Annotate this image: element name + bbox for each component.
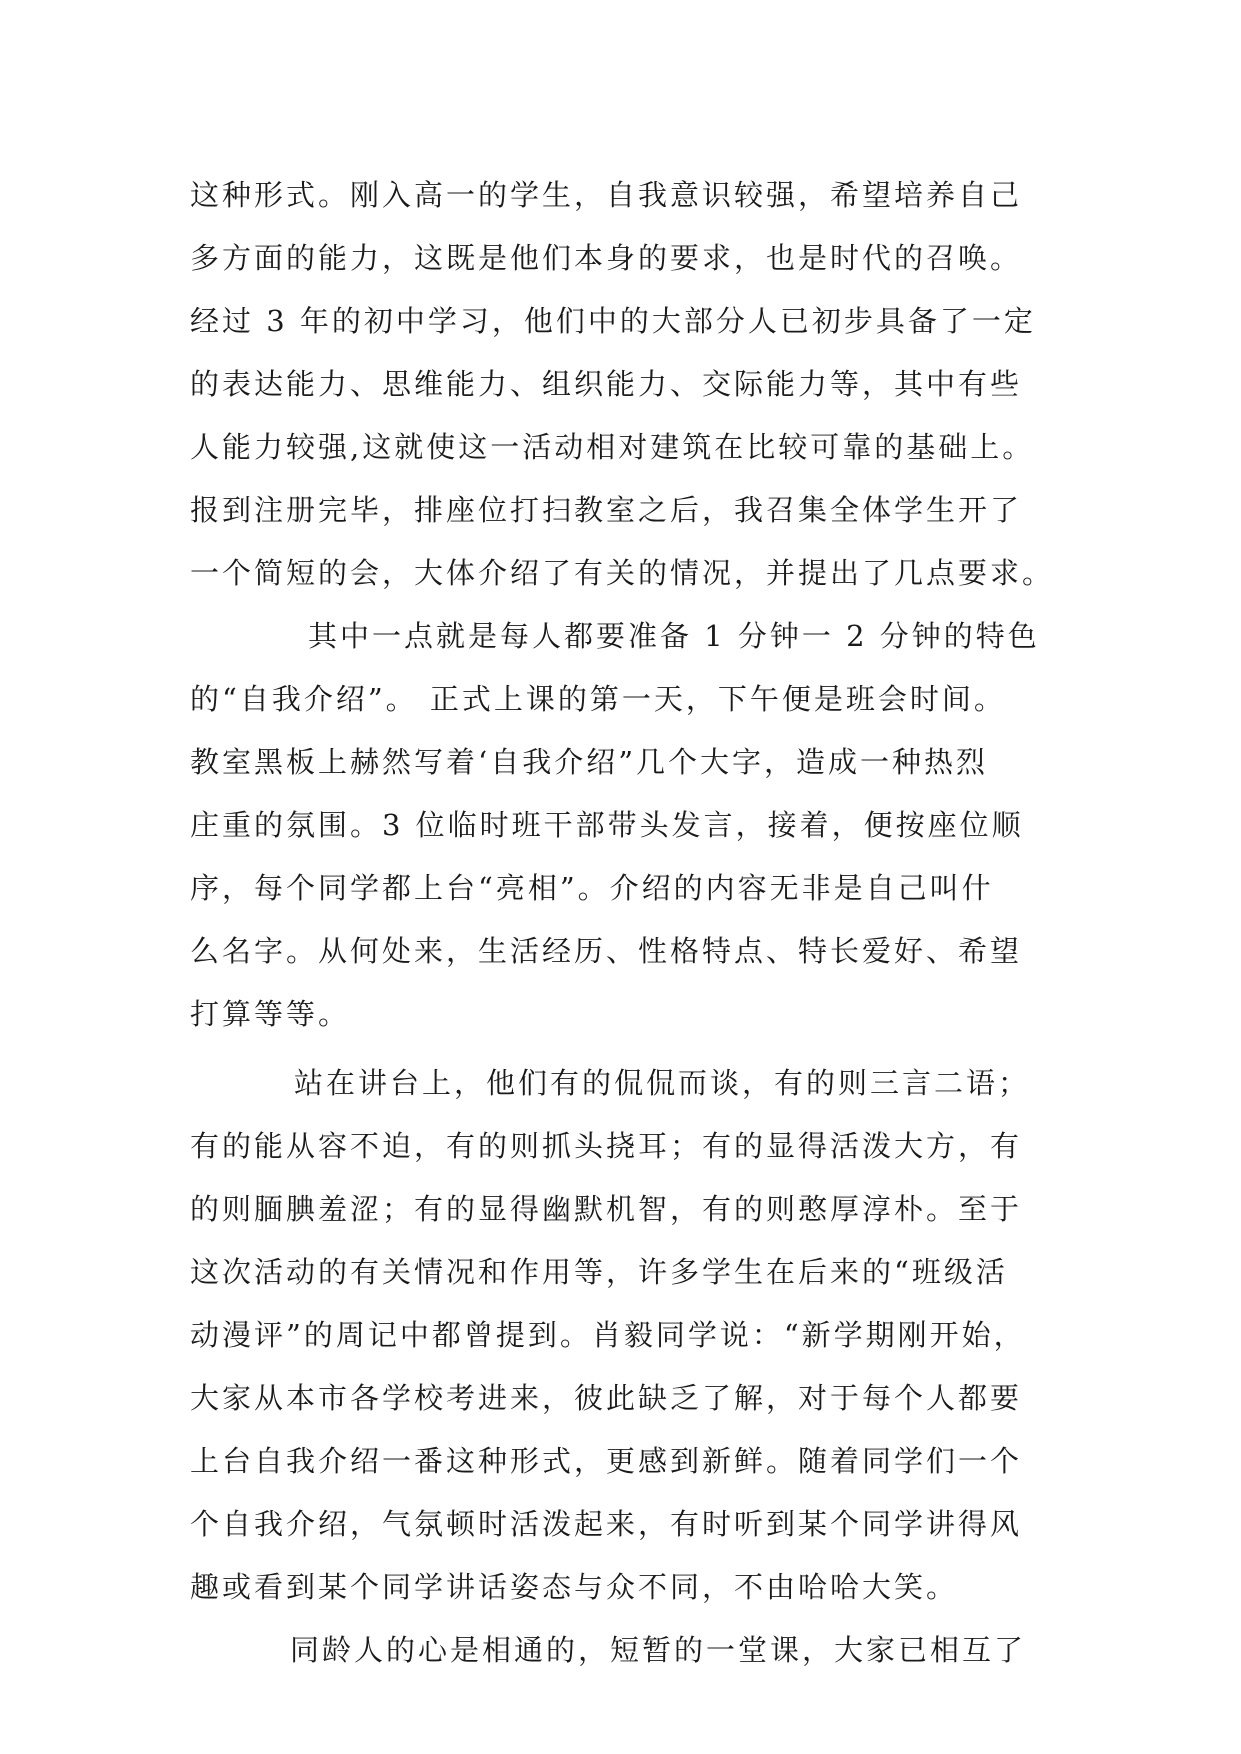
text-line: 的则腼腆羞涩；有的显得幽默机智，有的则憨厚淳朴。至于 [190, 1192, 1023, 1226]
text-line: 这次活动的有关情况和作用等，许多学生在后来的“班级活 [190, 1255, 1008, 1289]
paragraph-first-line: 其中一点就是每人都要准备 1 分钟一 2 分钟的特色 [308, 619, 1040, 653]
text-line: 大家从本市各学校考进来，彼此缺乏了解，对于每个人都要 [190, 1381, 1023, 1415]
text-line: 序，每个同学都上台“亮相”。介绍的内容无非是自己叫什 [190, 871, 994, 905]
paragraph-first-line: 同龄人的心是相通的，短暂的一堂课，大家已相互了 [290, 1633, 1027, 1667]
text-line: 有的能从容不迫，有的则抓头挠耳；有的显得活泼大方，有 [190, 1129, 1023, 1163]
paragraph-first-line: 站在讲台上，他们有的侃侃而谈，有的则三言二语； [294, 1066, 1031, 1100]
text-line: 人能力较强,这就使这一活动相对建筑在比较可靠的基础上。 [190, 430, 1035, 464]
text-line: 庄重的氛围。3 位临时班干部带头发言，接着，便按座位顺 [190, 808, 1024, 842]
text-line: 一个简短的会，大体介绍了有关的情况，并提出了几点要求。 [190, 556, 1055, 590]
text-line: 么名字。从何处来，生活经历、性格特点、特长爱好、希望 [190, 934, 1023, 968]
document-body [190, 164, 1070, 1682]
text-line: 教室黑板上赫然写着‘自我介绍”几个大字，造成一种热烈 [190, 745, 989, 779]
text-line: 动漫评”的周记中都曾提到。肖毅同学说：“新学期刚开始， [190, 1318, 1026, 1352]
text-line: 趣或看到某个同学讲话姿态与众不同，不由哈哈大笑。 [190, 1570, 959, 1604]
text-line: 上台自我介绍一番这种形式，更感到新鲜。随着同学们一个 [190, 1444, 1023, 1478]
text-line: 的表达能力、思维能力、组织能力、交际能力等，其中有些 [190, 367, 1023, 401]
text-line: 的“自我介绍”。 正式上课的第一天，下午便是班会时间。 [190, 682, 1006, 716]
text-line: 经过 3 年的初中学习，他们中的大部分人已初步具备了一定 [190, 304, 1036, 338]
text-line: 这种形式。刚入高一的学生，自我意识较强，希望培养自己 [190, 178, 1023, 212]
text-line: 个自我介绍，气氛顿时活泼起来，有时听到某个同学讲得风 [190, 1507, 1023, 1541]
text-line: 报到注册完毕，排座位打扫教室之后，我召集全体学生开了 [190, 493, 1023, 527]
text-line: 打算等等。 [190, 997, 351, 1031]
text-line: 多方面的能力，这既是他们本身的要求，也是时代的召唤。 [190, 241, 1023, 275]
